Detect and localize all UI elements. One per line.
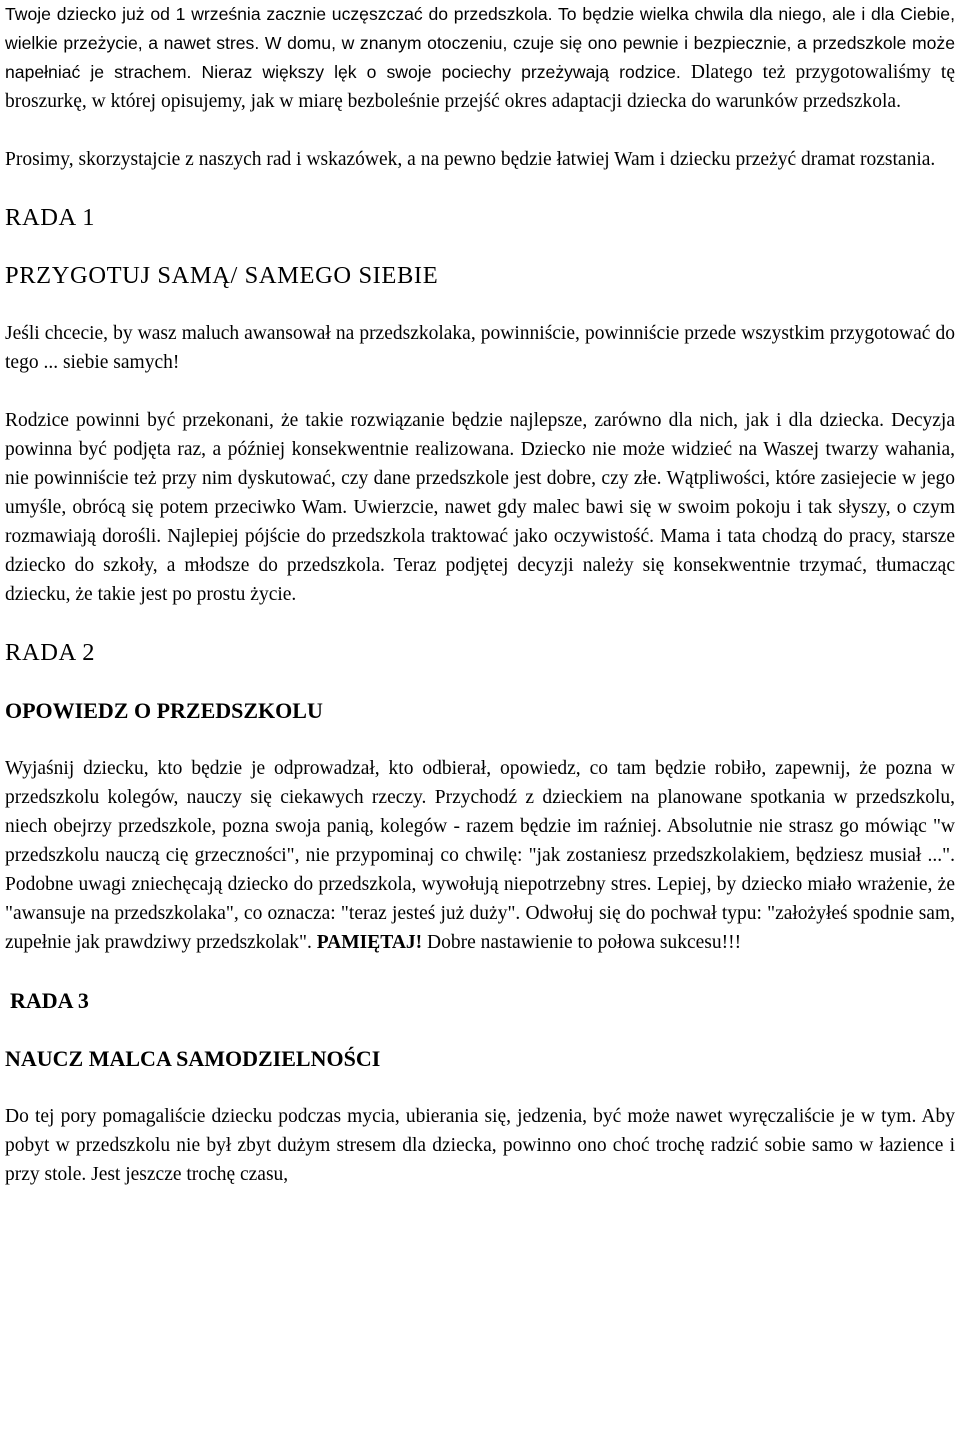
rada-2-text-after: Dobre nastawienie to połowa sukcesu!!! — [427, 932, 742, 953]
intro-paragraph — [5, 0, 955, 116]
rada-2-emphasis: PAMIĘTAJ! — [316, 932, 423, 953]
rada-2-text-before: Wyjaśnij dziecku, kto będzie je odprowadzał, kto odbierał, opowiedz, co tam będzie robiło, zapewnij, że pozna w przedszkolu kolegów, nauczy się ciekawych rzeczy. Przychodź z dzieckiem na planowane spotkania w przedszkolu, niech obejrzy przedszkole, pozna swoja panią, kolegów - razem będzie im raźniej. Absolutnie nie strasz go mówiąc "w przedszkolu nauczą cię grzeczności", nie przypominaj co chwilę: "jak zostaniesz przedszkolakiem, będziesz musiał ...". Podobne uwagi zniechęcają dziecko do przedszkola, wywołują niepotrzebny stres. Lepiej, by dziecko miało wrażenie, że "awansuje na przedszkolaka", co oznacza: "teraz jesteś już duży". Odwołuj się do pochwał typu: "założyłeś spodnie sam, zupełnie jak prawdziwy przedszkolak". — [5, 758, 955, 953]
rada-2-label: RADA 2 — [5, 639, 96, 666]
document-page — [5, 0, 955, 1189]
intro-sans-text: Twoje dziecko już od 1 września zacznie uczęszczać do przedszkola. To będzie wielka chwila dla niego, ale i dla Ciebie, wielkie przeżycie, a nawet stres. W domu, w znanym otoczeniu, czuje się ono pewnie i bezpiecznie, a przedszkole może napełniać je strachem. Nieraz większy lęk o swoje pociechy przeżywają rodzice. — [5, 4, 955, 82]
rada-1-label: RADA 1 — [5, 204, 96, 231]
rada-3-title: NAUCZ MALCA SAMODZIELNOŚCI — [5, 1046, 381, 1071]
intro-serif-text: Dlatego też przygotowaliśmy tę broszurkę, w której opisujemy, jak w miarę bezboleśnie przejść okres adaptacji dziecka do warunków przedszkola. — [5, 62, 955, 112]
rada-2-title: OPOWIEDZ O PRZEDSZKOLU — [5, 698, 323, 723]
rada-1-paragraph-2: Rodzice powinni być przekonani, że takie rozwiązanie będzie najlepsze, zarówno dla nich, jak i dla dziecka. Decyzja powinna być podjęta raz, a później konsekwentnie realizowana. Dziecko nie może widzieć na Waszej twarzy wahania, nie powinniście też przy nim dyskutować, czy dane przedszkole jest dobre, czy złe. Wątpliwości, które zasiejecie w jego umyśle, obrócą się potem przeciwko Wam. Uwierzcie, nawet gdy malec bawi się w swoim pokoju i tak słyszy, o czym rozmawiają dorośli. Najlepiej pójście do przedszkola traktować jako oczywistość. Mama i tata chodzą do pracy, starsze dziecko do szkoły, a młodsze do przedszkola. Teraz podjętej decyzji należy się konsekwentnie trzymać, tłumacząc dziecku, że takie jest po prostu życie. — [5, 410, 955, 605]
rada-1-paragraph-1: Jeśli chcecie, by wasz maluch awansował na przedszkolaka, powinniście, powinniście przede wszystkim przygotować do tego ... siebie samych! — [5, 323, 955, 373]
rada-2-paragraph-1 — [5, 754, 955, 957]
rada-1-title: PRZYGOTUJ SAMĄ/ SAMEGO SIEBIE — [5, 262, 439, 289]
rada-3-label: RADA 3 — [10, 988, 89, 1013]
intro-paragraph-2: Prosimy, skorzystajcie z naszych rad i wskazówek, a na pewno będzie łatwiej Wam i dziecku przeżyć dramat rozstania. — [5, 149, 936, 170]
rada-3-paragraph-1: Do tej pory pomagaliście dziecku podczas mycia, ubierania się, jedzenia, być może nawet wyręczaliście je w tym. Aby pobyt w przedszkolu nie był zbyt dużym stresem dla dziecka, powinno ono choć trochę radzić sobie samo w łazience i przy stole. Jest jeszcze trochę czasu, — [5, 1106, 955, 1185]
